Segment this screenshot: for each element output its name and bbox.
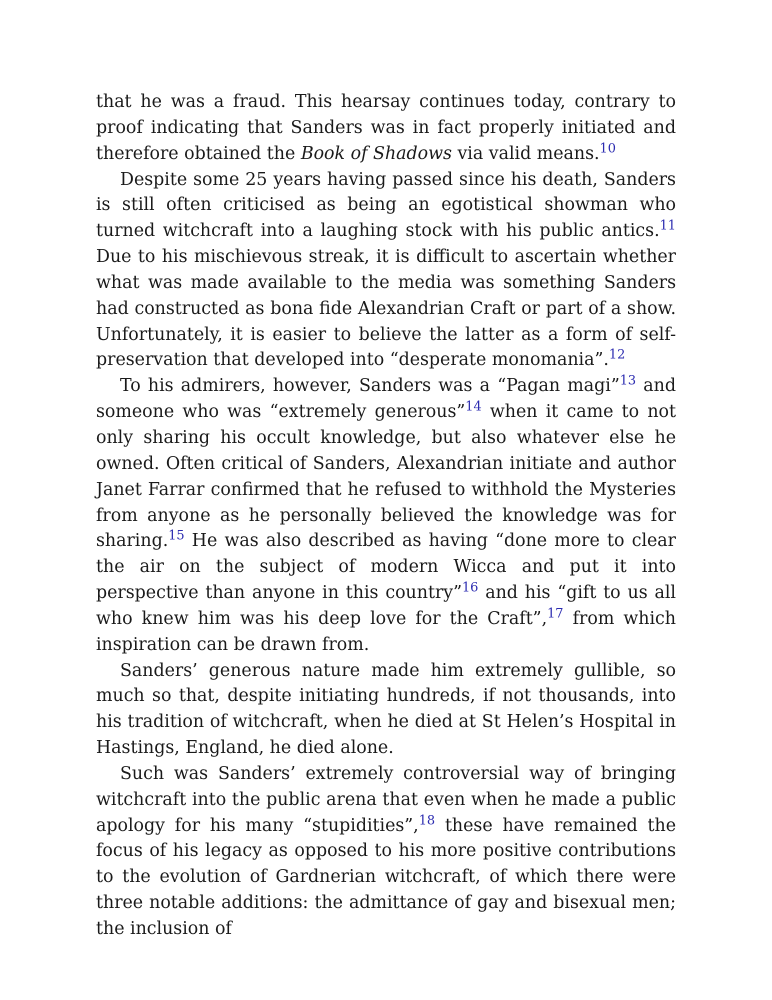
book-title-italic: Book of Shadows (300, 143, 452, 164)
text-run: from which inspiration can be drawn from. (96, 608, 677, 655)
text-run: and someone who was “extremely generous” (96, 376, 676, 423)
footnote-ref-10[interactable]: 10 (599, 141, 616, 157)
text-run: Due to his mischievous streak, it is difficult to ascertain whether what was made available to the media was something Sanders had constructed as bona fide Alexandrian Craft or part of a show. Unfortunately, it is easier to believe the latter as a form of self-preservation that developed into “desperate monomania”. (96, 247, 676, 371)
text-run: Despite some 25 years having passed since his death, Sanders is still often criticised as being an egotistical showman who turned witchcraft into a laughing stock with his public antics. (96, 169, 676, 242)
paragraph-2 (96, 168, 676, 375)
page-body (96, 90, 676, 943)
footnote-ref-17[interactable]: 17 (547, 606, 564, 622)
text-run: Such was Sanders’ extremely controversial way of bringing witchcraft into the public arena that even when he made a public apology for his many “stupidities”, (96, 763, 676, 836)
paragraph-3 (96, 374, 676, 658)
text-run: via valid means. (451, 143, 600, 164)
footnote-ref-15[interactable]: 15 (168, 528, 185, 544)
paragraph-4 (96, 659, 676, 762)
text-run: He was also described as having “done more to clear the air on the subject of modern Wicca and put it into perspective than anyone in this country” (96, 531, 676, 604)
text-run: when it came to not only sharing his occult knowledge, but also whatever else he owned. Often critical of Sanders, Alexandrian initiate and author Janet Farrar confirmed that he refused to withhold the Mysteries from anyone as he personally believed the knowledge was for sharing. (96, 402, 676, 552)
footnote-ref-13[interactable]: 13 (619, 373, 637, 389)
footnote-ref-11[interactable]: 11 (659, 218, 676, 234)
footnote-ref-16[interactable]: 16 (461, 580, 479, 596)
text-run: and his “gift to us all who knew him was his deep love for the Craft”, (96, 583, 676, 629)
paragraph-5 (96, 762, 676, 943)
text-run: To his admirers, however, Sanders was a “Pagan magi” (120, 376, 620, 397)
footnote-ref-14[interactable]: 14 (465, 399, 482, 415)
footnote-ref-12[interactable]: 12 (608, 348, 626, 363)
footnote-ref-18[interactable]: 18 (418, 813, 436, 829)
text-run: Sanders’ generous nature made him extremely gullible, so much so that, despite initiating hundreds, if not thousands, into his tradition of witchcraft, when he died at St Helen’s Hospital in Hastings, England, he died alone. (96, 660, 676, 759)
paragraph-1 (96, 90, 676, 168)
text-run: that he was a fraud. This hearsay continues today, contrary to proof indicating that Sanders was in fact properly initiated and therefore obtained the (96, 92, 676, 164)
text-run: these have remained the focus of his legacy as opposed to his more positive contributions to the evolution of Gardnerian witchcraft, of which there were three notable additions: the admittance of gay and bisexual men; the inclusion of (96, 815, 676, 939)
